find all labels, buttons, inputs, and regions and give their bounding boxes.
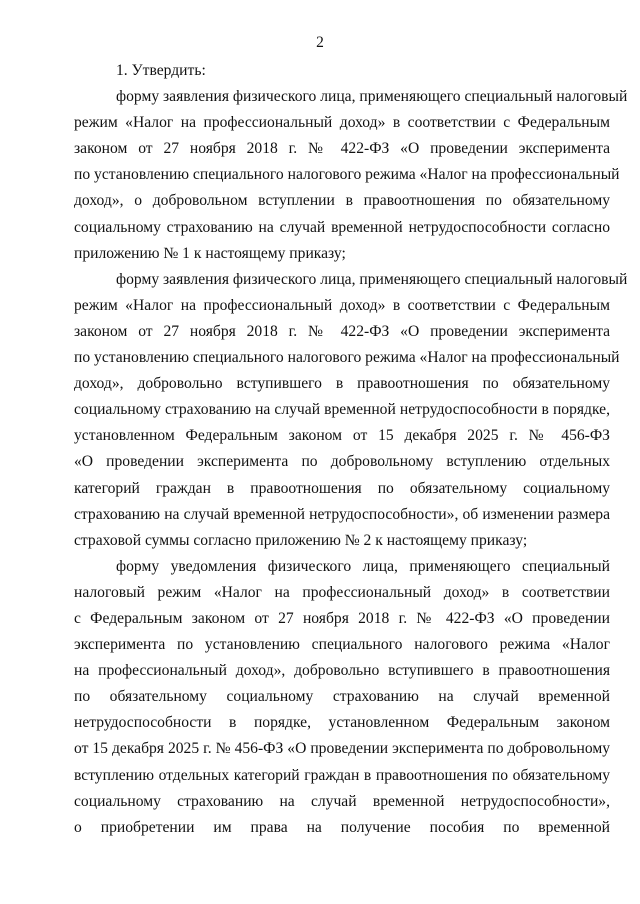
paragraph-line: о приобретении им права на получение пособия по временной (74, 818, 610, 836)
paragraph-line: на профессиональный доход», добровольно вступившего в правоотношения (74, 662, 610, 680)
paragraph-line: «О проведении эксперимента по добровольному вступлению отдельных (74, 453, 610, 471)
paragraph-line: форму заявления физического лица, применяющего специальный налоговый (116, 270, 628, 288)
paragraph-line: по установлению специального налогового режима «Налог на профессиональный (74, 166, 620, 184)
paragraph (74, 58, 610, 84)
page-number: 2 (316, 34, 324, 51)
paragraph-line: нетрудоспособности в порядке, установленном Федеральным законом (74, 714, 610, 732)
paragraph-line: эксперимента по установлению специального налогового режима «Налог (74, 636, 610, 654)
paragraph-line: страхованию на случай временной нетрудоспособности», об изменении размера (74, 505, 610, 523)
paragraph-line: социальному страхованию на случай временной нетрудоспособности», (74, 792, 610, 810)
paragraph (74, 267, 628, 554)
paragraph-line: социальному страхованию на случай временной нетрудоспособности согласно (74, 218, 610, 236)
paragraph-line: социальному страхованию на случай временной нетрудоспособности в порядке, (74, 401, 610, 419)
paragraph-line: категорий граждан в правоотношения по обязательному социальному (74, 479, 610, 497)
paragraph-line: с Федеральным законом от 27 ноября 2018 г. № 422-ФЗ «О проведении (74, 609, 610, 627)
paragraph-line: от 15 декабря 2025 г. № 456-ФЗ «О проведении эксперимента по добровольному (74, 740, 610, 758)
paragraph-line: по установлению специального налогового режима «Налог на профессиональный (74, 349, 620, 367)
paragraph-line: доход», о добровольном вступлении в правоотношения по обязательному (74, 192, 610, 210)
paragraph (74, 554, 610, 841)
paragraph-line: вступлению отдельных категорий граждан в правоотношения по обязательному (74, 766, 610, 784)
paragraph-line: режим «Налог на профессиональный доход» в соответствии с Федеральным (74, 114, 610, 132)
paragraph (74, 84, 628, 267)
paragraph-line: установленном Федеральным законом от 15 декабря 2025 г. № 456-ФЗ (74, 427, 610, 445)
paragraph-line: налоговый режим «Налог на профессиональный доход» в соответствии (74, 583, 610, 601)
paragraph-line: режим «Налог на профессиональный доход» в соответствии с Федеральным (74, 296, 610, 314)
paragraph-line: 1. Утвердить: (116, 62, 206, 79)
paragraph-line: законом от 27 ноября 2018 г. № 422-ФЗ «О проведении эксперимента (74, 140, 610, 158)
paragraph-line: страховой суммы согласно приложению № 2 к настоящему приказу; (74, 531, 528, 549)
document-body (74, 58, 628, 841)
paragraph-line: по обязательному социальному страхованию на случай временной (74, 688, 610, 706)
paragraph-line: форму уведомления физического лица, применяющего специальный (116, 557, 610, 575)
paragraph-line: форму заявления физического лица, применяющего специальный налоговый (116, 88, 628, 106)
paragraph-line: доход», добровольно вступившего в правоотношения по обязательному (74, 375, 610, 393)
paragraph-line: приложению № 1 к настоящему приказу; (74, 244, 346, 262)
paragraph-line: законом от 27 ноября 2018 г. № 422-ФЗ «О проведении эксперимента (74, 322, 610, 340)
